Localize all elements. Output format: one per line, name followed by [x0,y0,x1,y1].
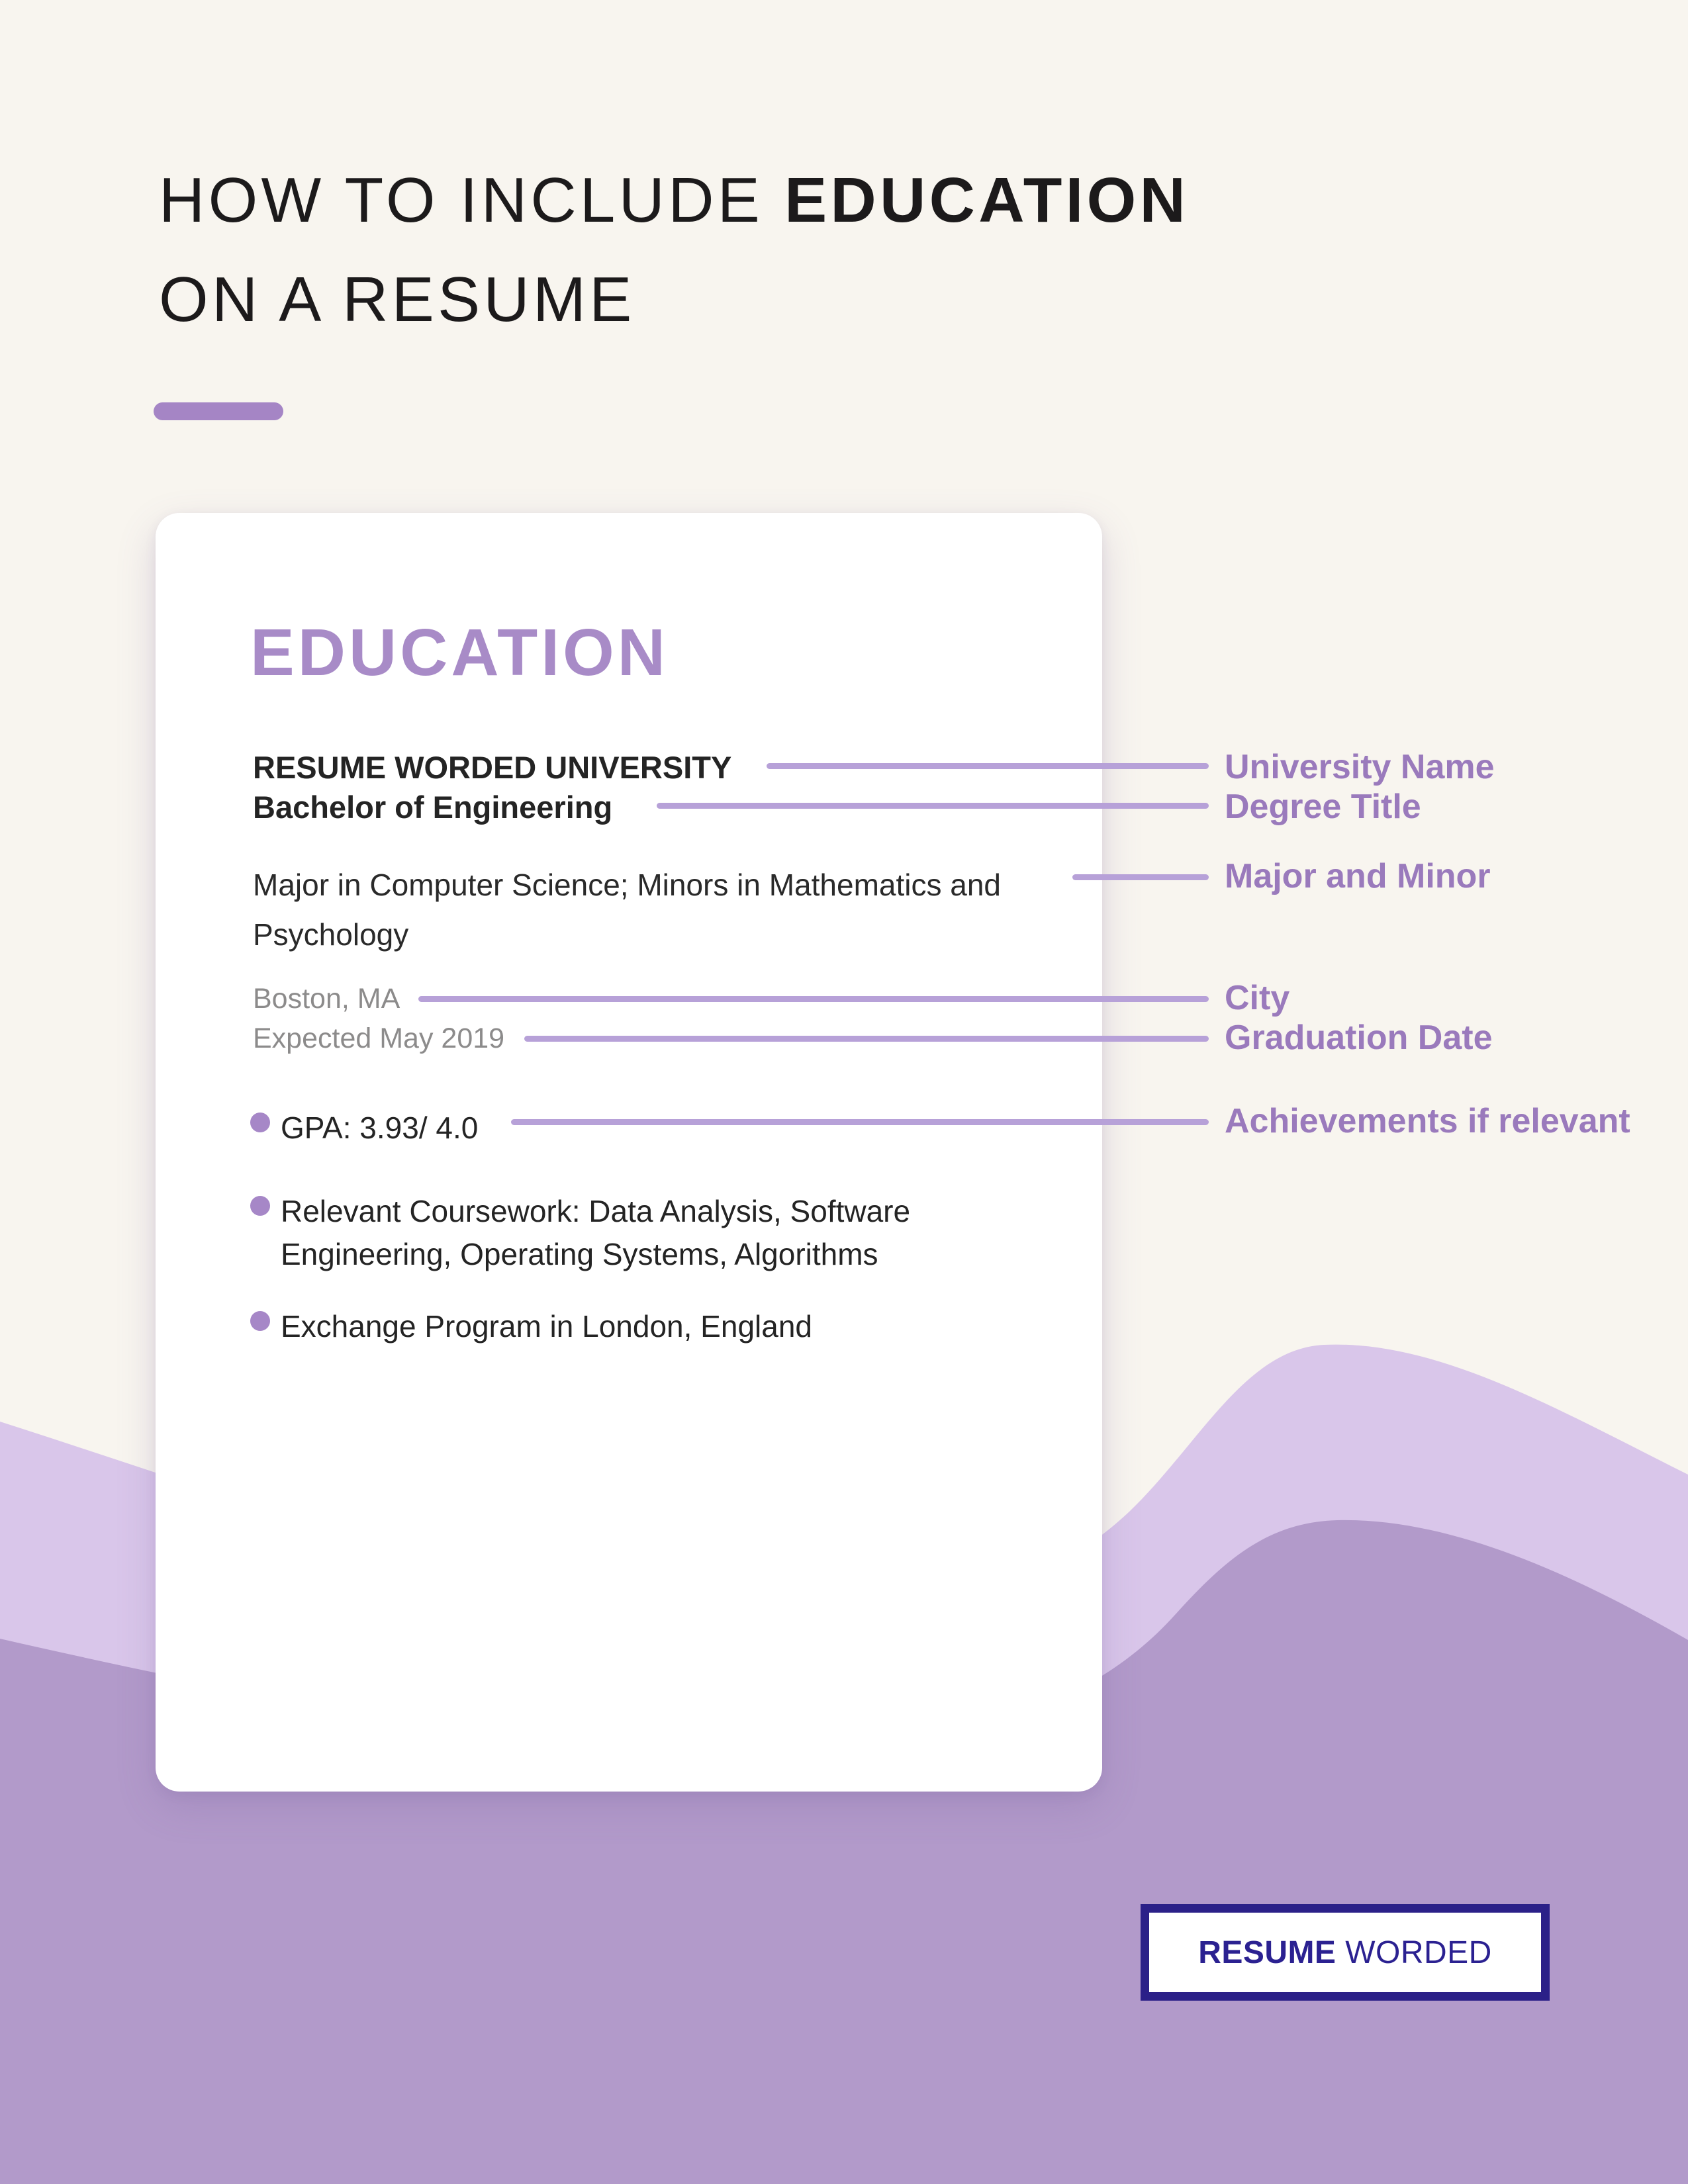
connector-line-achievements [511,1119,1209,1125]
university-name-text: RESUME WORDED UNIVERSITY [253,750,732,785]
connector-line-university-name [767,763,1209,769]
bullet-exchange [250,1305,812,1348]
poster-title-regular: HOW TO INCLUDE [159,165,785,236]
graduation-date-text: Expected May 2019 [253,1023,505,1054]
connector-line-graduation-date [524,1036,1209,1042]
education-section-heading: EDUCATION [250,615,669,690]
annotation-achievements: Achievements if relevant [1225,1102,1630,1140]
accent-dash [154,402,283,420]
bullet-dot-icon [250,1196,270,1216]
annotation-graduation-date: Graduation Date [1225,1019,1493,1057]
major-minor-text: Major in Computer Science; Minors in Mathematics and Psychology [253,868,1002,952]
bullet-coursework-text: Relevant Coursework: Data Analysis, Software Engineering, Operating Systems, Algorithms [281,1194,911,1272]
degree-title-text: Bachelor of Engineering [253,790,613,825]
logo-text-bold: RESUME [1198,1934,1336,1970]
connector-line-city [418,996,1209,1002]
poster-title-bold: EDUCATION [784,165,1190,236]
bullet-dot-icon [250,1311,270,1331]
annotation-major-minor: Major and Minor [1225,857,1491,895]
annotation-city: City [1225,979,1290,1017]
city-text: Boston, MA [253,983,400,1015]
logo-text-regular: WORDED [1345,1934,1492,1970]
bullet-dot-icon [250,1113,270,1132]
bullet-gpa-text: GPA: 3.93/ 4.0 [281,1111,479,1145]
connector-line-major-minor [1072,874,1209,880]
annotation-degree-title: Degree Title [1225,788,1421,826]
resume-card [156,513,1102,1792]
bullet-coursework [250,1190,1055,1277]
annotation-university-name: University Name [1225,748,1495,786]
resume-worded-logo [1141,1904,1550,2001]
connector-line-degree-title [657,803,1209,809]
poster-title-line-1 [159,165,1190,236]
resume-worded-logo-text [1198,1934,1492,1971]
bullet-gpa [250,1107,478,1150]
bullet-exchange-text: Exchange Program in London, England [281,1309,813,1343]
poster-title-line-2: ON A RESUME [159,264,635,335]
